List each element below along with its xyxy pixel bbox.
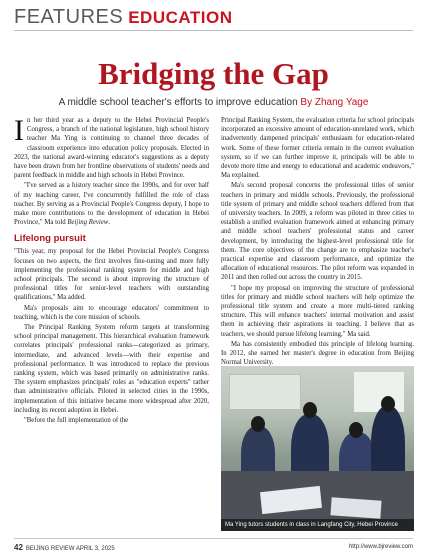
paragraph: Principal Ranking System, the evaluation criteria for school principals incorporated an excessive amount of education-unrelated work, which inadvertently dampened principals' enthusiasm for education-related work. Some of these former criteria remain in the current evaluation system, so if we can further improve it, principals will be able to devote more time and energy to educational and academic endeavors," Ma explained. — [221, 117, 414, 180]
text-column-right — [221, 116, 414, 368]
paragraph: The Principal Ranking System reform targets at transforming school principal management. This hierarchical evaluation framework correlates principals' professional ranks—categorized as primary, intermediate, and advanced levels—with their expertise and professional performance. It was introduced to replace the previous ranking system, which was based primarily on administrative ranks. The system emphasizes principals' roles as "education experts" rather than administrative officials. Piloted in selected cities in the 1990s, implementation of this initiative became more widespread after 2020, including its recent adoption in Hebei. — [14, 324, 209, 414]
subheading: Lifelong pursuit — [14, 233, 86, 245]
blackboard — [229, 374, 301, 410]
deck-text: A middle school teacher's efforts to improve education — [58, 97, 298, 108]
head — [349, 422, 363, 438]
head — [303, 402, 317, 418]
publication-name: Beijing Review — [67, 219, 109, 227]
paragraph: Ma's proposals aim to encourage educators' commitment to teaching, which is the core mission of schools. — [14, 304, 209, 321]
paragraph-text: . — [108, 219, 111, 227]
paper-sheet — [330, 497, 381, 518]
header-divider — [14, 30, 413, 31]
footer-divider — [14, 538, 413, 539]
window — [354, 372, 404, 412]
article-headline: Bridging the Gap — [98, 56, 329, 91]
issue-info: BEIJING REVIEW APRIL 3, 2025 — [25, 546, 115, 552]
paragraph: "I hope my proposal on improving the structure of professional titles for primary and middle school teachers will help optimize the professional title system and create a more multi-tiered ranking structure. This will enhance teachers' internal motivation and assist them in achieving their aspirations in teaching. I believe that as teachers, we should pursue lifelong learning," Ma said. — [221, 284, 414, 338]
paragraph — [14, 181, 209, 227]
head — [251, 416, 265, 432]
paragraph-text: "I've served as a history teacher since the 1990s, and for over half of my teaching career, I've concurrently fulfilled the role of class teacher. By serving as a Provincial People's Congress deputy, I hope to make more contributions to the development of education in Hebei Province," Ma told — [14, 182, 209, 227]
paragraph: "Before the full implementation of the — [24, 417, 129, 425]
paragraph: "This year, my proposal for the Hebei Provincial People's Congress focuses on two aspects, the first involves fine-tuning and more fully implementing the professional ranking system for middle and high school principals. The second is about improving the structure of professional titles for senior-level teachers with outstanding qualifications," Ma added. — [14, 248, 209, 302]
section-label: EDUCATION — [128, 8, 233, 27]
paragraph: Ma has consistently embodied this principle of lifelong learning. In 2012, she earned her master's degree in education from Beijing Normal University. — [221, 340, 414, 367]
footer-url[interactable]: http://www.bjreview.com — [348, 544, 413, 550]
classroom-photo — [221, 366, 414, 531]
drop-cap: I — [14, 114, 24, 147]
features-label: FEATURES — [14, 6, 124, 28]
text-column-left — [14, 116, 209, 426]
photo-caption: Ma Ying tutors students in class in Langfang City, Hebei Province — [225, 522, 398, 528]
page-number: 42 — [14, 543, 23, 552]
section-header — [14, 6, 414, 28]
lead-paragraph — [14, 116, 209, 180]
paragraph-text: n her third year as a deputy to the Hebei Provincial People's Congress, a branch of the national legislature, high school history teacher Ma Ying is continuing to channel three decades of classroom experience into education policy proposals. Elected in 2023, the national award-winning educator's suggestions as a deputy have been drawn from her frontline observations of students' needs and parent feedback in middle and high schools in Hebei Province. — [14, 117, 209, 180]
byline: By Zhang Yage — [300, 97, 369, 108]
paragraph: Ma's second proposal concerns the professional titles of senior teachers in primary and middle schools. Previously, the professional title system of primary and middle school teachers differed from that of university teachers. In 2009, a reform was piloted in three cities to establish a unified evaluation framework aimed at enhancing primary and middle school teachers' professional status and career development, by introducing the highest-level professional title for them. The core objectives of the change are to emphasize teacher's practical expertise and classroom performance, and optimize the allocation of educational resources. The pilot reform was expanded in 2011 and then rolled out across the country in 2015. — [221, 182, 414, 282]
article-deck — [0, 96, 427, 109]
footer-issue — [14, 543, 115, 552]
head — [381, 396, 395, 412]
